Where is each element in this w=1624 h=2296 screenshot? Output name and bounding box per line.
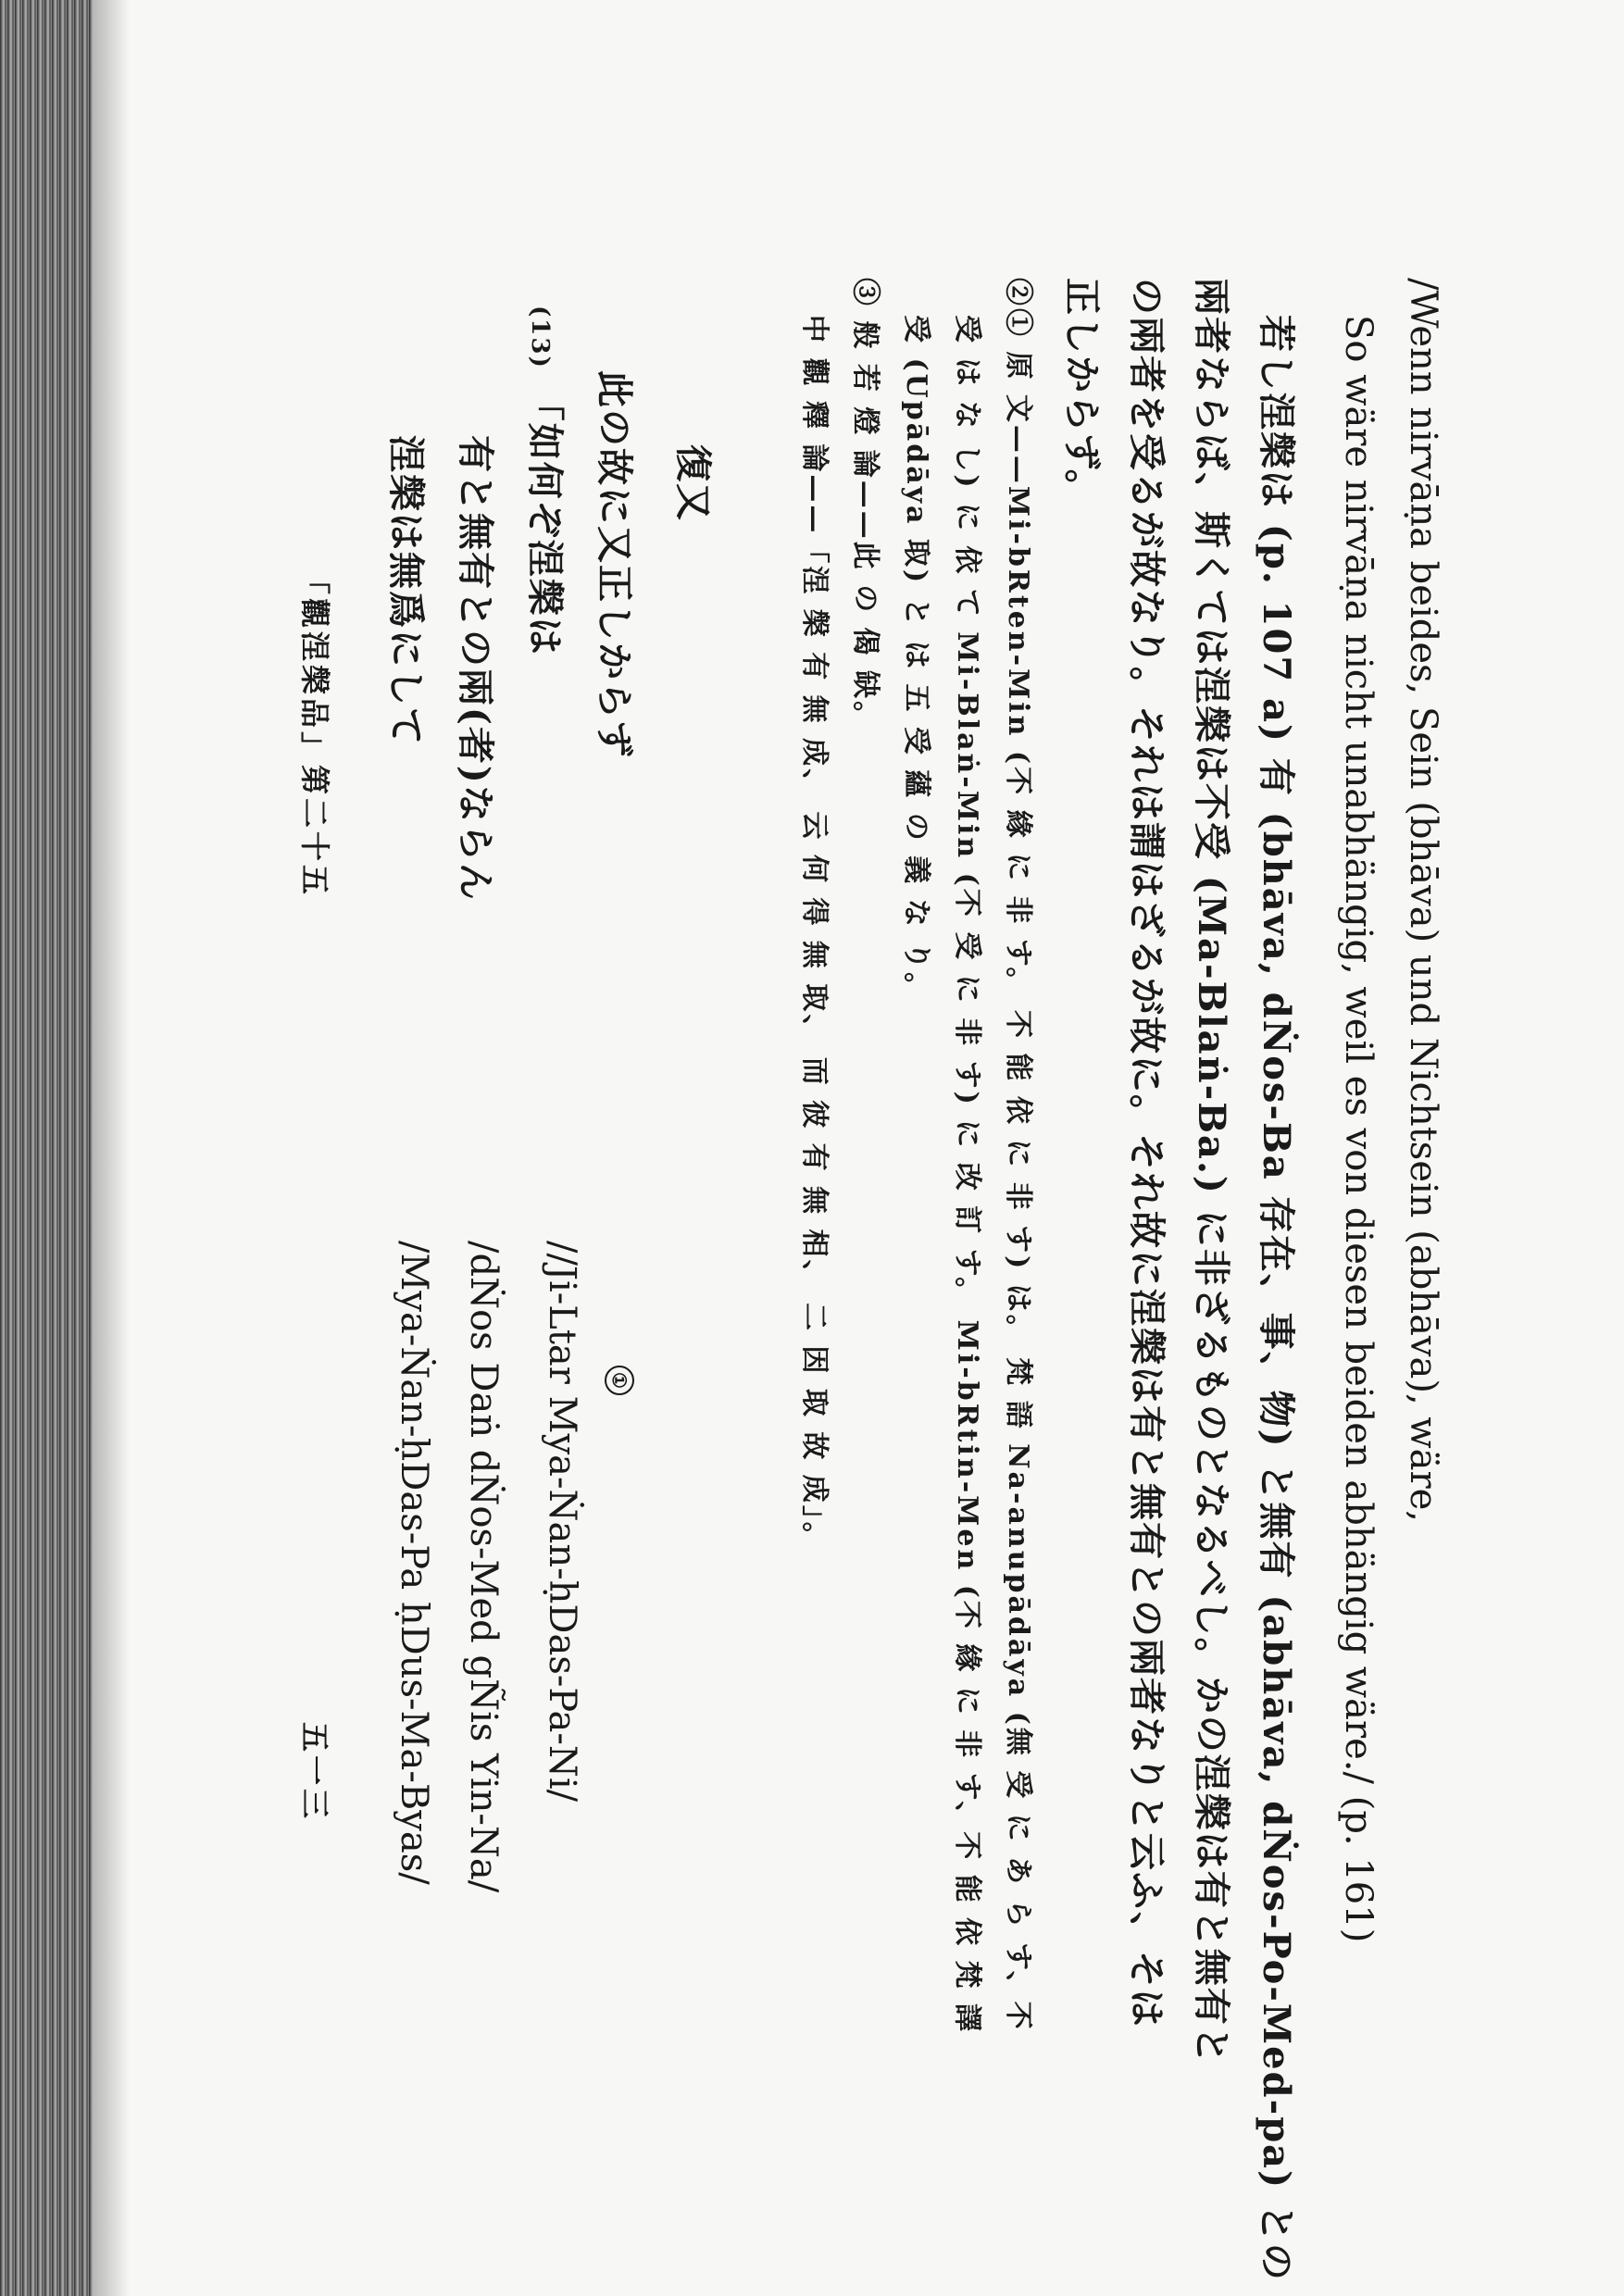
footnote-marker-2: ③ [849, 278, 881, 308]
footnote-3-line-1: 中 觀 釋 論——「涅 槃 有 無 成、 云 何 得 無 取、 而 彼 有 無 相、 二 因 取 故 成」。 [798, 315, 831, 1553]
footnote-2-line-1: 般 若 燈 論——此 の 偈 缺。 [849, 320, 881, 732]
tibetan-line-2: /dṄos Daṅ dṄos-Med gÑis Yin-Na/ [462, 1241, 505, 1893]
tibetan-line-1 [541, 1241, 583, 1802]
running-title: 「觀涅槃品」第二十五 [297, 565, 332, 899]
jp-line-2: 兩者ならば、斯くては涅槃は不受 (Ma-Blaṅ-Ba.) に非ざるものとなるべし。かの涅槃は有と無有と [1190, 278, 1233, 2065]
verse-line-4: 涅槃は無爲にして [384, 435, 428, 746]
verse-line-2-row [521, 306, 574, 656]
footnote-1-line-3: 受 (Upādāya 取) と は 五 受 蘊 の 義 な り。 [900, 315, 932, 1004]
verse-line-2: 「如何ぞ涅槃は [523, 383, 567, 656]
tibetan-line-1-text: //Ji-Ltar Mya-Ṅan-ḥDas-Pa-Ni/ [541, 1241, 583, 1803]
jp-line-1: 若し涅槃は (p. 107 a) 有 (bhāva, dṄos-Ba 存在、事、物) と無有 (abhāva, dṄos-Po-Med-pa) との [1255, 315, 1298, 2282]
footnote-1-line-1: 原 文——Mi-bRten-Min (不 緣 に 非 す。 不 能 依 に 非 す) は。 梵 語 Na-anupādāya (無 受 に あ ら す、不 [1002, 351, 1034, 2032]
footnote-marker-1: ②① [1002, 278, 1034, 339]
tibetan-footnote-marker: ① [605, 1366, 634, 1395]
jp-line-3: の兩者を受るが故なり。それは謂はざるが故に。それ故に涅槃は有と無有との兩者なりと云ふ、そは [1125, 278, 1168, 2028]
german-line-1: /Wenn nirvāṇa beides, Sein (bhāva) und Nichtsein (abhāva), wäre, [1402, 278, 1444, 1523]
verse-line-3: 有と無有との兩(者)ならん [454, 435, 497, 902]
tibetan-line-3: /Mya-Ṅan-ḥDas-Pa ḥDus-Ma-Byas/ [393, 1241, 435, 1885]
binding-edge [0, 0, 93, 2296]
page-number: 五一三 [297, 1722, 332, 1823]
verse-intro: 復又 [671, 444, 715, 522]
german-line-2: So wäre nirvāṇa nicht unabhängig, weil es von diesen beiden abhängig wäre./ (p. 161) [1337, 315, 1380, 1943]
verse-line-1: 此の故に又正しからず [593, 370, 636, 759]
footnote-1-line-2: 受 は な し) に 依 て Mi-Blaṅ-Min (不 受 に 非 す) に 改 訂 す。 Mi-bRtin-Men (不 緣 に 非 す、不 能 依 梵 譯 [951, 315, 983, 2035]
page-content [120, 176, 1546, 2282]
tibetan-marker [605, 1366, 634, 1395]
verse-number: (13) [526, 306, 554, 369]
jp-line-4: 正しからず。 [1060, 278, 1104, 508]
footnote-1 [1001, 278, 1042, 2032]
footnote-2 [848, 278, 889, 731]
